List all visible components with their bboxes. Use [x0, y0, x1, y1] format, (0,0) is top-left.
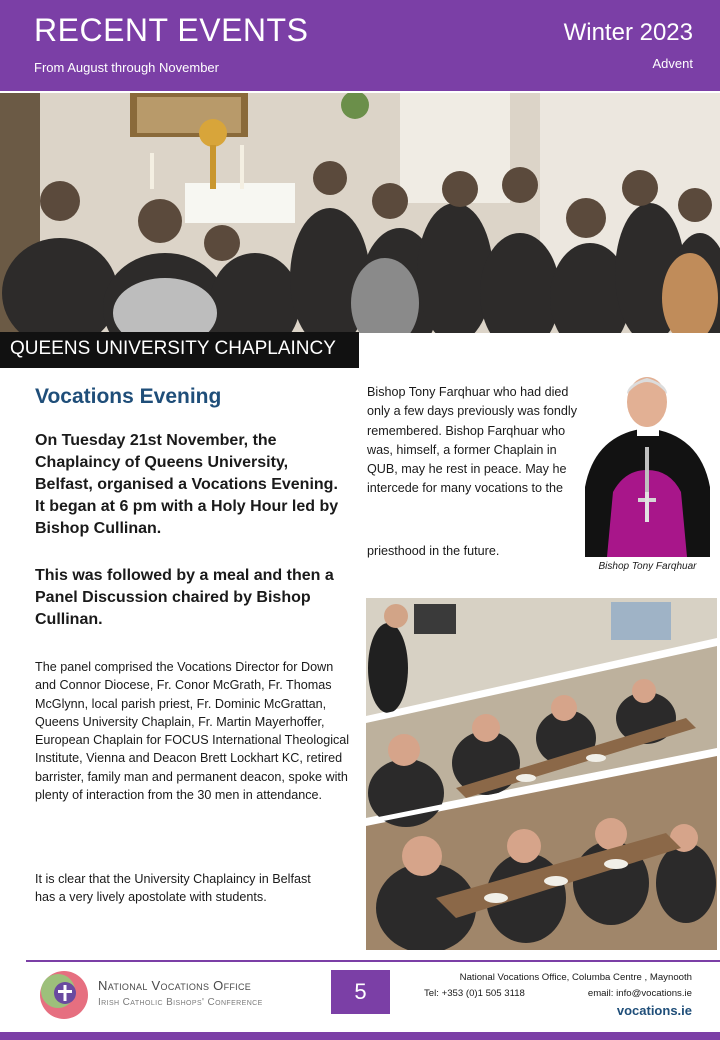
chaplaincy-holy-hour-photo: [0, 93, 720, 333]
bishop-tribute-last-line: priesthood in the future.: [367, 544, 500, 558]
org-name: National Vocations Office: [98, 978, 252, 993]
header-season: Winter 2023: [563, 19, 693, 46]
body-paragraph-2: It is clear that the University Chaplaincy in Belfast has a very lively apostolate with students.: [35, 872, 311, 905]
holy-hour-illustration: [0, 93, 720, 333]
office-phone: Tel: +353 (0)1 505 3118: [424, 988, 525, 999]
article-title: Vocations Evening: [35, 385, 222, 408]
bishop-caption: Bishop Tony Farqhuar: [598, 561, 697, 572]
lead-paragraph-1: On Tuesday 21st November, the Chaplaincy of Queens University, Belfast, organised a Vocations Evening. It began at 6 pm with a Holy Hour led by Bishop Cullinan.: [35, 432, 339, 537]
page-number: 5: [331, 970, 390, 1014]
bishop-portrait: [585, 372, 710, 557]
office-address: National Vocations Office, Columba Centre , Maynooth: [459, 972, 692, 983]
vocations-logo-icon: [35, 966, 93, 1024]
header-subtitle: From August through November: [34, 60, 219, 75]
national-vocations-office-logo: [35, 966, 93, 1024]
photo-caption: QUEENS UNIVERSITY CHAPLAINCY: [10, 338, 336, 359]
photo-caption-bar: [0, 332, 359, 368]
page-header: [0, 0, 720, 91]
bishop-tribute-text: Bishop Tony Farqhuar who had died only a few days previously was fondly remembered. Bishop Farqhuar who was, himself, a former Chaplain in QUB, may he rest in peace. May he intercede for many vocations to the: [367, 385, 577, 496]
header-advent: Advent: [652, 56, 693, 71]
bottom-bar: [0, 1032, 720, 1040]
footer-divider: [26, 960, 720, 962]
meal-photo-collage: [366, 598, 717, 950]
header-title: RECENT EVENTS: [34, 12, 309, 48]
office-email: email: info@vocations.ie: [587, 988, 692, 999]
bishop-portrait-illustration: [585, 372, 710, 557]
lead-paragraph-2: This was followed by a meal and then a Panel Discussion chaired by Bishop Cullinan.: [35, 567, 334, 628]
org-subtitle: Irish Catholic Bishops' Conference: [98, 997, 263, 1008]
meal-collage-illustration: [366, 598, 717, 950]
body-paragraph-1: The panel comprised the Vocations Director for Down and Connor Diocese, Fr. Conor McGrath, Fr. Thomas McGlynn, local parish priest, Fr. Dominic McGrattan, Queens University Chaplain, Fr. Martin Mayerhoffer, European Chaplain for FOCUS International Theological Institute, Vienna and Deacon Brett Lockhart KC, retired barrister, family man and permanent deacon, spoke with plenty of interaction from the 30 men in attendance.: [35, 660, 350, 803]
website-link[interactable]: vocations.ie: [616, 1003, 692, 1018]
